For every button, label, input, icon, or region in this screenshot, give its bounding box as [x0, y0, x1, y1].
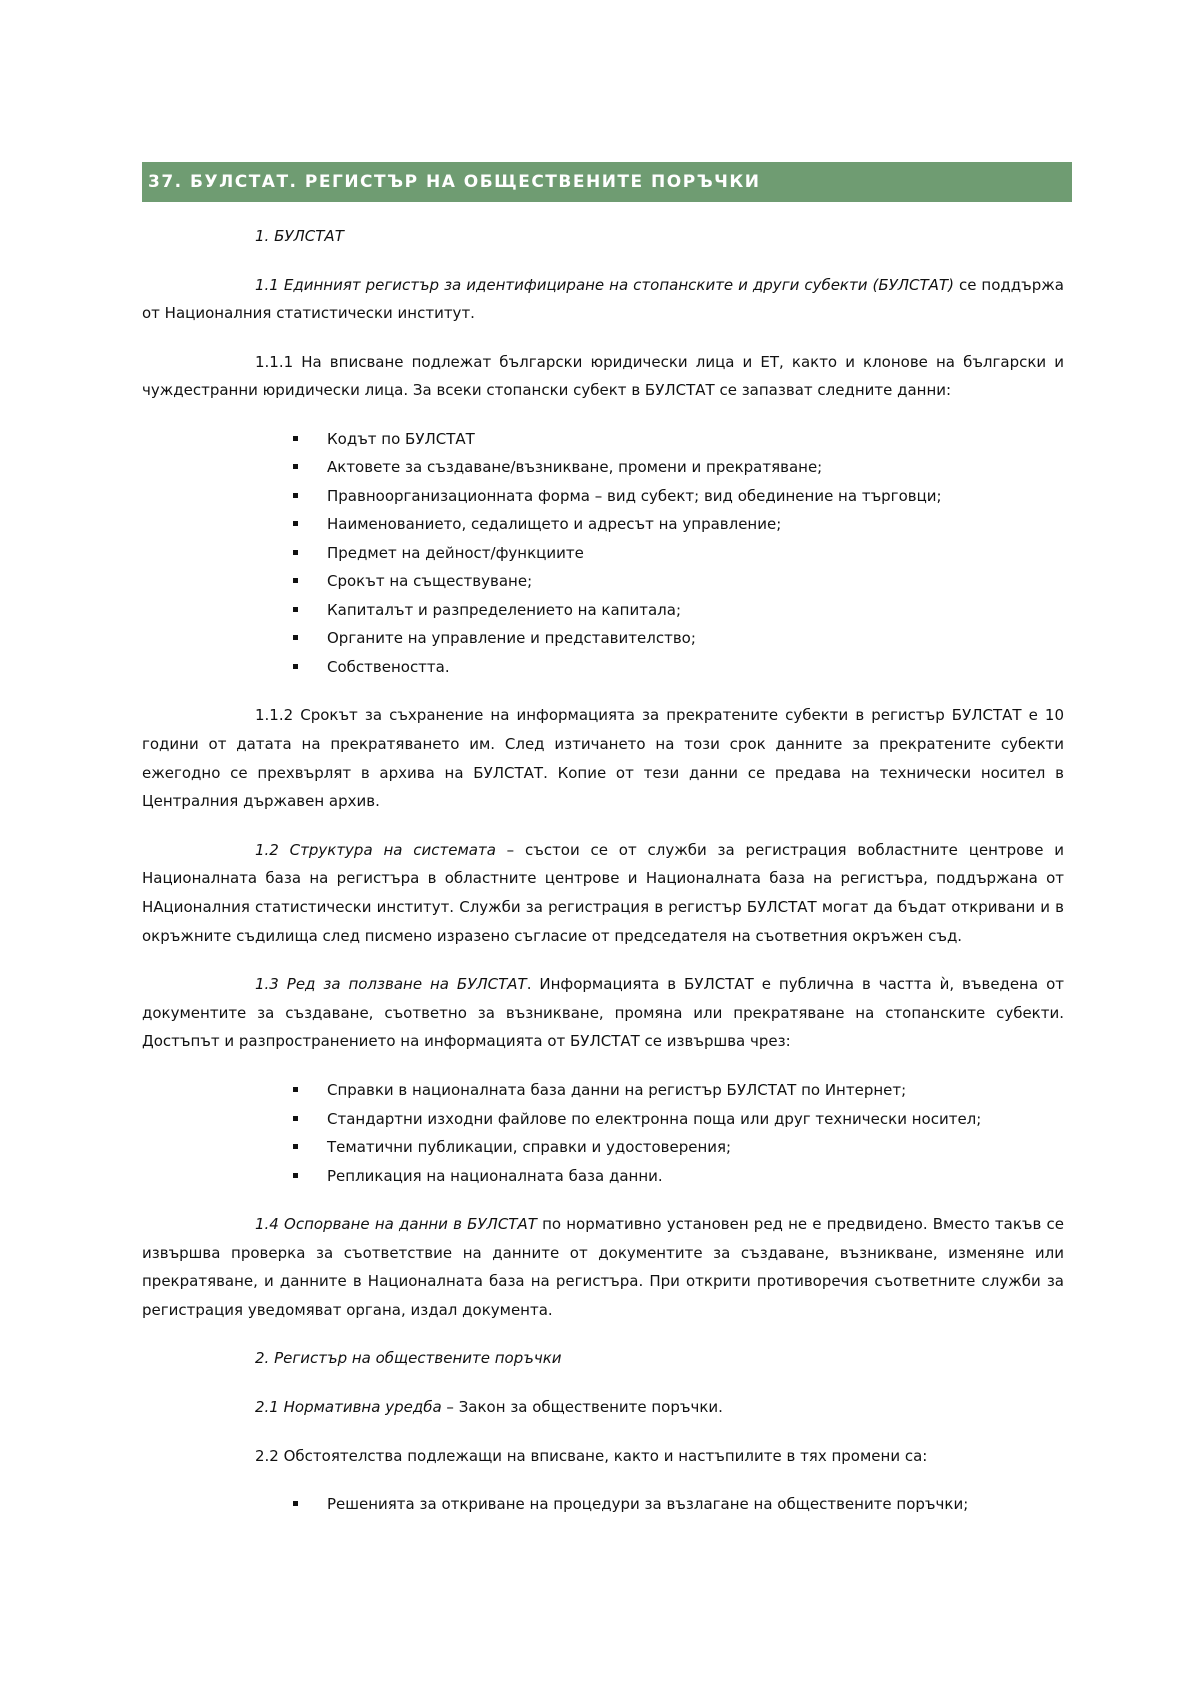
paragraph-1-3-lead: 1.3 Ред за ползване на БУЛСТАТ	[255, 975, 527, 994]
paragraph-1-2-text: – състои се от служби за регистрация вобластните центрове и Националната база на регистъра в областните центрове и Националната база на регистъра, поддържана от НАционалния статистически институт. Служби за регистрация в регистър БУЛСТАТ могат да бъдат откривани и в окръжните съдилища след писмено изразено съгласие от председателя на съответния окръжен съд.	[142, 840, 1064, 945]
paragraph-1-2	[142, 836, 1064, 950]
subsection-title-register: 2. Регистър на обществените поръчки	[255, 1349, 562, 1368]
list-item: Тематични публикации, справки и удостоверения;	[327, 1133, 1064, 1162]
list-item: Актовете за създаване/възникване, промени и прекратяване;	[327, 453, 1064, 482]
paragraph-1-4-text: по нормативно установен ред не е предвидено. Вместо такъв се извършва проверка за съответствие на данните от документите за създаване, възникване, изменяне или прекратяване, и данните в Националната база на регистъра. При открити противоречия съответните служби за регистрация уведомяват органа, издал документа.	[142, 1215, 1065, 1319]
list-item: Наименованието, седалището и адресът на управление;	[327, 510, 1064, 539]
list-item: Стандартни изходни файлове по електронна поща или друг технически носител;	[327, 1105, 1064, 1134]
paragraph-1-3	[142, 970, 1064, 1056]
list-item: Справки в националната база данни на регистър БУЛСТАТ по Интернет;	[327, 1076, 1064, 1105]
list-item: Органите на управление и представителство;	[327, 624, 1064, 653]
list-item: Капиталът и разпределението на капитала;	[327, 596, 1064, 625]
list-item: Срокът на съществуване;	[327, 567, 1064, 596]
bulstat-data-list	[142, 425, 1064, 682]
list-item: Репликация на националната база данни.	[327, 1162, 1064, 1191]
list-item: Собствеността.	[327, 653, 1064, 682]
paragraph-1-1-1: 1.1.1 На вписване подлежат български юридически лица и ЕТ, както и клонове на български и чуждестранни юридически лица. За всеки стопански субект в БУЛСТАТ се запазват следните данни:	[142, 352, 1064, 400]
paragraph-1-1	[142, 271, 1064, 328]
list-item: Правноорганизационната форма – вид субект; вид обединение на търговци;	[327, 482, 1064, 511]
list-item: Решенията за откриване на процедури за възлагане на обществените поръчки;	[327, 1490, 1064, 1519]
access-methods-list	[142, 1076, 1064, 1190]
section-heading: 37. БУЛСТАТ. РЕГИСТЪР НА ОБЩЕСТВЕНИТЕ ПОРЪЧКИ	[142, 162, 1072, 202]
paragraph-1-3-text: . Информацията в БУЛСТАТ е публична в частта ѝ, въведена от документите за създаване, съответно за възникване, промяна или прекратяване на стопанските субекти. Достъпът и разпространението на информацията от БУЛСТАТ се извършва чрез:	[142, 975, 1064, 1051]
paragraph-2-1	[142, 1393, 1064, 1422]
paragraph-1-1-lead: 1.1 Единният регистър за идентифициране на стопанските и други субекти (БУЛСТАТ)	[255, 275, 954, 294]
subsection-title-bulstat: 1. БУЛСТАТ	[255, 227, 344, 245]
paragraph-2-1-lead: 2.1 Нормативна уредба	[255, 1397, 442, 1416]
paragraph-1-4-lead: 1.4 Оспорване на данни в БУЛСТАТ	[255, 1215, 537, 1233]
register-circumstances-list	[142, 1490, 1064, 1519]
paragraph-1-4	[142, 1210, 1064, 1324]
paragraph-2-1-text: – Закон за обществените поръчки.	[441, 1397, 723, 1416]
list-item: Предмет на дейност/функциите	[327, 539, 1064, 568]
document-body	[142, 222, 1064, 1519]
paragraph-2-2: 2.2 Обстоятелства подлежащи на вписване, както и настъпилите в тях промени са:	[255, 1446, 928, 1465]
paragraph-1-1-2: 1.1.2 Срокът за съхранение на информацията за прекратените субекти в регистър БУЛСТАТ е 10 години от датата на прекратяването им. След изтичането на този срок данните за прекратените субекти ежегодно се прехвърлят в архива на БУЛСТАТ. Копие от тези данни се предава на технически носител в Централния държавен архив.	[142, 706, 1064, 811]
list-item: Кодът по БУЛСТАТ	[327, 425, 1064, 454]
paragraph-1-1-text: се поддържа от Националния статистически институт.	[142, 275, 1064, 323]
paragraph-1-2-lead: 1.2 Структура на системата	[255, 840, 496, 859]
